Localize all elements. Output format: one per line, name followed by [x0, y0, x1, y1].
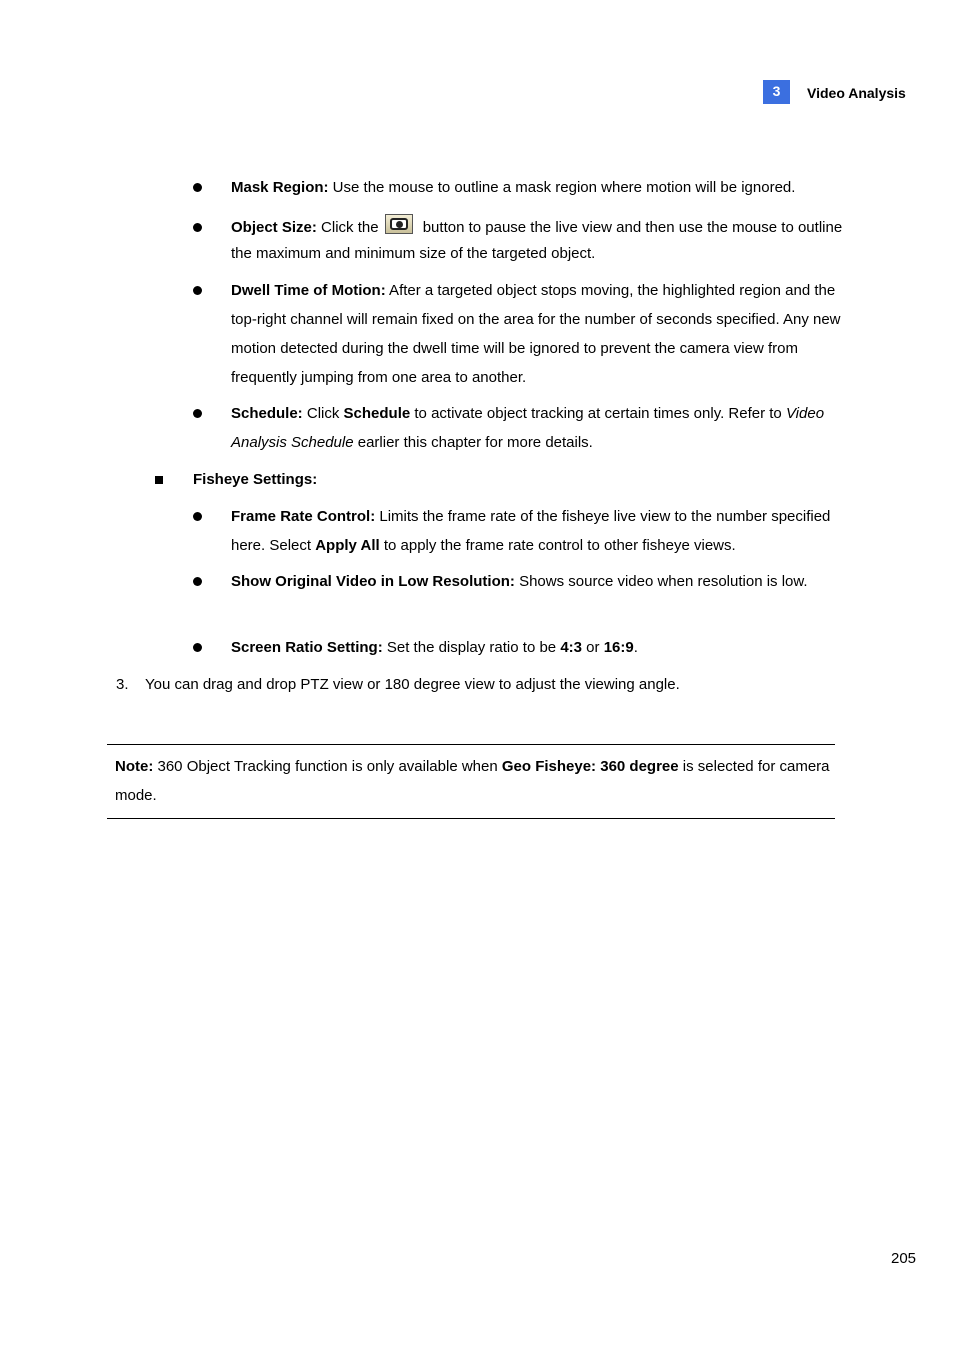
note-label: Note: [115, 758, 154, 775]
list-item-mask-region [231, 173, 851, 202]
item-text: Set the display ratio to be [382, 639, 561, 656]
bullet-icon [193, 512, 202, 521]
item-text: Click the [316, 219, 379, 236]
step-text: You can drag and drop PTZ view or 180 degree view to adjust the viewing angle. [145, 676, 680, 693]
step-number: 3. [116, 676, 129, 693]
chapter-number-badge: 3 [763, 80, 790, 104]
bullet-icon [193, 286, 202, 295]
item-bold: 16:9 [603, 639, 634, 656]
item-bold: Schedule [343, 405, 411, 422]
item-italic: Video Analysis Schedule [231, 405, 825, 451]
item-label: Show Original Video in Low Resolution: [231, 573, 515, 590]
item-bold: Apply All [315, 537, 380, 554]
item-label: Frame Rate Control: [231, 508, 376, 525]
item-text: to apply the frame rate control to other fisheye views. [379, 537, 736, 554]
item-label: Screen Ratio Setting: [231, 639, 383, 656]
list-item-schedule [231, 399, 851, 457]
section-heading-fisheye: Fisheye Settings: [193, 471, 318, 488]
item-text: Shows source video when resolution is low. [514, 573, 808, 590]
bullet-icon [193, 183, 202, 192]
bullet-icon [193, 643, 202, 652]
bullet-icon [193, 577, 202, 586]
bullet-icon [193, 223, 202, 232]
list-item-object-size [231, 214, 851, 267]
note-bold: Geo Fisheye: 360 degree [501, 758, 679, 775]
bullet-icon [193, 409, 202, 418]
item-label: Mask Region: [231, 179, 329, 196]
note-text: 360 Object Tracking function is only available when [153, 758, 502, 775]
list-item-screen-ratio [231, 633, 851, 662]
item-bold: 4:3 [560, 639, 582, 656]
note-bottom-divider [107, 818, 835, 819]
item-text: earlier this chapter for more details. [353, 434, 593, 451]
note-text: is selected for camera mode. [115, 758, 830, 804]
item-text: . [633, 639, 638, 656]
note-box [115, 752, 830, 810]
note-top-divider [107, 744, 835, 745]
page-number: 205 [891, 1250, 917, 1267]
snapshot-camera-icon[interactable] [385, 214, 413, 234]
item-label: Object Size: [231, 219, 317, 236]
chapter-title: Video Analysis [807, 85, 906, 101]
item-text: After a targeted object stops moving, the highlighted region and the top-right channel will remain fixed on the area for the number of seconds specified. Any new motion detected during the dwell time will be ignored to prevent the camera view from frequently jumping from one area to another. [231, 282, 841, 386]
item-text: Use the mouse to outline a mask region where motion will be ignored. [328, 179, 796, 196]
item-text: or [582, 639, 604, 656]
square-bullet-icon [155, 476, 163, 484]
item-label: Dwell Time of Motion: [231, 282, 386, 299]
item-text: Limits the frame rate of the fisheye live view to the number specified here. Select [231, 508, 831, 554]
item-text: button to pause the live view and then use the mouse to outline the maximum and minimum size of the targeted object. [231, 219, 843, 262]
item-text: Click [302, 405, 344, 422]
list-item-frame-rate [231, 502, 851, 560]
item-label: Schedule: [231, 405, 303, 422]
list-item-original-video [231, 567, 851, 596]
list-item-dwell-time [231, 276, 851, 392]
item-text: to activate object tracking at certain times only. Refer to [410, 405, 786, 422]
